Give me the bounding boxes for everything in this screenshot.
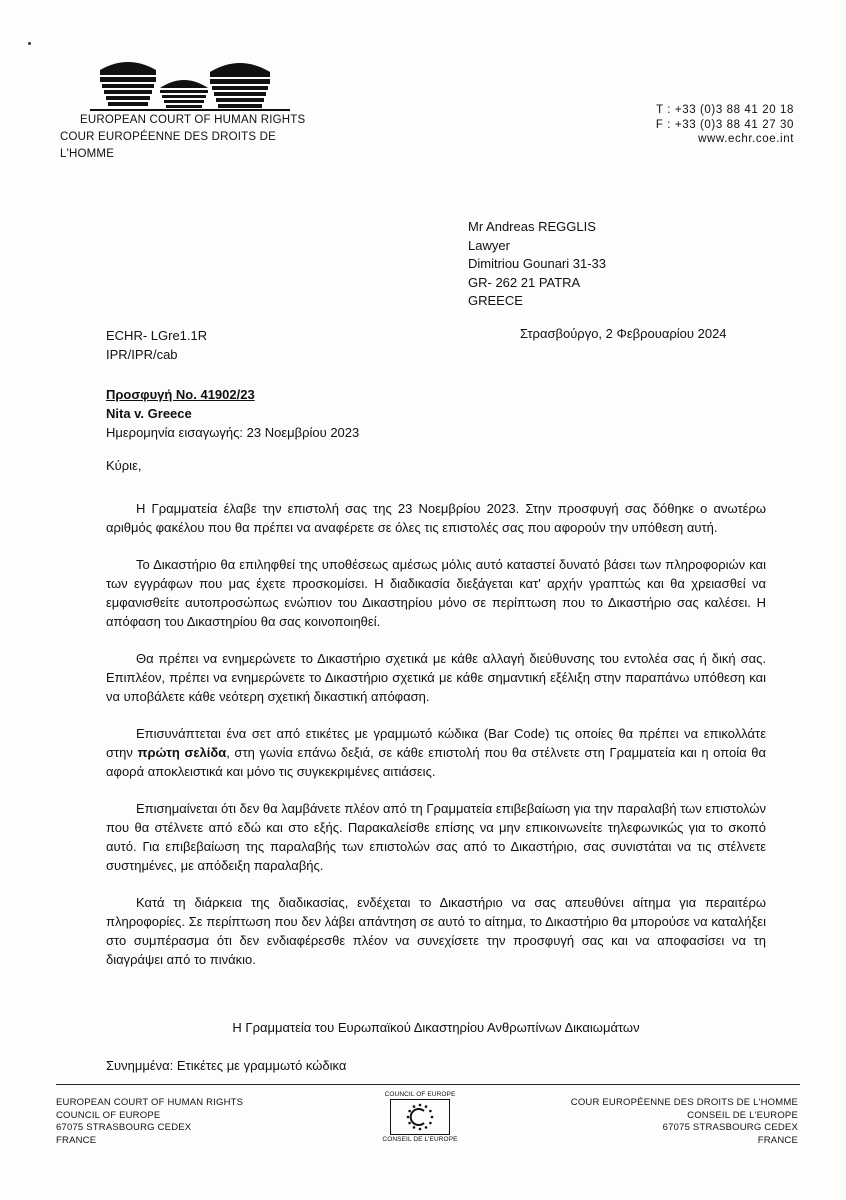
lodged-date: Ημερομηνία εισαγωγής: 23 Νοεμβρίου 2023 xyxy=(106,425,360,440)
website-link[interactable]: www.echr.coe.int xyxy=(698,133,794,145)
paragraph-4-end: , στη γωνία επάνω δεξιά, σε κάθε επιστολή που θα στέλνετε στη Γραμματεία και η οποία θα αφορά αποκλειστικά και μόνο τις συγκεκριμένες αιτιάσεις. xyxy=(106,745,766,779)
footer-divider xyxy=(56,1084,800,1085)
court-name-fr: COUR EUROPÉENNE DES DROITS DE L'HOMME xyxy=(60,131,277,160)
footer-fr-line: FRANCE xyxy=(757,1134,798,1146)
subject-block xyxy=(106,385,359,442)
recipient-country: GREECE xyxy=(468,293,523,308)
recipient-postal: GR- 262 21 PATRA xyxy=(468,274,581,290)
scan-speck xyxy=(28,42,31,45)
paragraph-5: Επισημαίνεται ότι δεν θα λαμβάνετε πλέον από τη Γραμματεία επιβεβαίωση για την παραλαβή των επιστολών που θα στέλνετε από εδώ και στο εξής. Παρακαλείσθε επίσης να μην επικοινωνείτε τηλεφωνικώς για το σκοπό αυτό. Για επιβεβαίωση της παραλαβής των επιστολών σας από το Δικαστήριο, σας συνιστάται να τις στέλνετε συστημένες, με απόδειξη παραλαβής. xyxy=(106,801,766,873)
letter-date: Στρασβούργο, 2 Φεβρουαρίου 2024 xyxy=(520,326,727,341)
paragraph-3: Θα πρέπει να ενημερώνετε το Δικαστήριο σχετικά με κάθε αλλαγή διεύθυνσης του εντολέα σας ή δική σας. Επιπλέον, πρέπει να ενημερώνετε το Δικαστήριο σχετικά με κάθε σημαντική εξέλιξη στην παραπάνω υπόθεση και να υποβάλετε κάθε νεότερη σχετική δικαστική απόφαση. xyxy=(106,651,766,704)
footer-address-fr xyxy=(571,1097,798,1147)
recipient-title: Lawyer xyxy=(468,237,510,253)
council-of-europe-logo xyxy=(380,1091,460,1143)
salutation: Κύριε, xyxy=(106,458,142,473)
recipient-street: Dimitriou Gounari 31-33 xyxy=(468,256,607,271)
recipient-address xyxy=(468,218,606,311)
paragraph-1: Η Γραμματεία έλαβε την επιστολή σας της 23 Νοεμβρίου 2023. Στην προσφυγή σας δόθηκε ο ανωτέρω αριθμός φακέλου που θα πρέπει να αναφέρετε σε όλες τις επιστολές σας που αφορούν την υπόθεση αυτή. xyxy=(106,501,766,535)
reference-block xyxy=(106,326,207,364)
letter-body xyxy=(106,499,766,987)
enclosures: Συνημμένα: Ετικέτες με γραμμωτό κώδικα xyxy=(106,1058,347,1073)
case-name: Nita v. Greece xyxy=(106,406,192,421)
footer-en-line: 67075 STRASBOURG CEDEX xyxy=(56,1122,192,1133)
coe-label-fr: CONSEIL DE L'EUROPE xyxy=(382,1136,458,1143)
reference-line-1: ECHR- LGre1.1R xyxy=(106,328,208,343)
council-of-europe-stars-icon xyxy=(390,1099,450,1135)
footer-fr-line: COUR EUROPÉENNE DES DROITS DE L'HOMME xyxy=(570,1097,798,1108)
contact-block xyxy=(656,103,794,147)
court-building-icon xyxy=(80,48,300,112)
footer-en-line: COUNCIL OF EUROPE xyxy=(56,1109,161,1121)
paragraph-6: Κατά τη διάρκεια της διαδικασίας, ενδέχεται το Δικαστήριο να σας απευθύνει αίτημα για περαιτέρω πληροφορίες. Σε περίπτωση που δεν λάβει απάντηση σε αυτό το αίτημα, το Δικαστήριο θα μπορούσε να καταλήξει στο συμπέρασμα ότι δεν ενδιαφέρεσθε πλέον να συνεχίσετε την προσφυγή σας και να αποφασίσει να τη διαγράψει από το πινάκιο. xyxy=(106,895,766,967)
fax: F : +33 (0)3 88 41 27 30 xyxy=(655,118,794,131)
footer-en-line: EUROPEAN COURT OF HUMAN RIGHTS xyxy=(56,1097,244,1108)
phone: T : +33 (0)3 88 41 20 18 xyxy=(656,104,794,116)
coe-label-en: COUNCIL OF EUROPE xyxy=(384,1091,456,1098)
footer-en-line: FRANCE xyxy=(56,1134,97,1146)
paragraph-4-emphasis: πρώτη σελίδα xyxy=(137,745,227,760)
reference-line-2: IPR/IPR/cab xyxy=(106,347,178,362)
letterhead xyxy=(60,48,320,163)
paragraph-4-start: Επισυνάπτεται ένα σετ από ετικέτες με γραμμωτό κώδικα (Bar Code) τις οποίες θα πρέπει να επικολλάτε στην xyxy=(106,726,766,760)
recipient-name: Mr Andreas REGGLIS xyxy=(468,219,596,234)
signature: Η Γραμματεία του Ευρωπαϊκού Δικαστηρίου Ανθρωπίνων Δικαιωμάτων xyxy=(232,1020,640,1035)
footer-fr-line: 67075 STRASBOURG CEDEX xyxy=(662,1122,798,1133)
paragraph-2: Το Δικαστήριο θα επιληφθεί της υποθέσεως αμέσως μόλις αυτό καταστεί δυνατό βάσει των πληροφοριών και των εγγράφων που μας έχετε προσκομίσει. Η διαδικασία διεξάγεται κατ' αρχήν γραπτώς και θα χρειασθεί να εμφανισθείτε αυτοπροσώπως ενώπιον του Δικαστηρίου μόνο σε περίπτωση που το Δικαστήριο σας καλέσει. Η απόφαση του Δικαστηρίου θα σας κοινοποιηθεί. xyxy=(106,557,766,629)
paragraph-4 xyxy=(106,724,766,781)
application-number: Προσφυγή Νο. 41902/23 xyxy=(106,387,255,402)
footer-address-en xyxy=(56,1097,243,1147)
footer-fr-line: CONSEIL DE L'EUROPE xyxy=(687,1109,798,1121)
court-name-en: EUROPEAN COURT OF HUMAN RIGHTS xyxy=(80,114,306,126)
